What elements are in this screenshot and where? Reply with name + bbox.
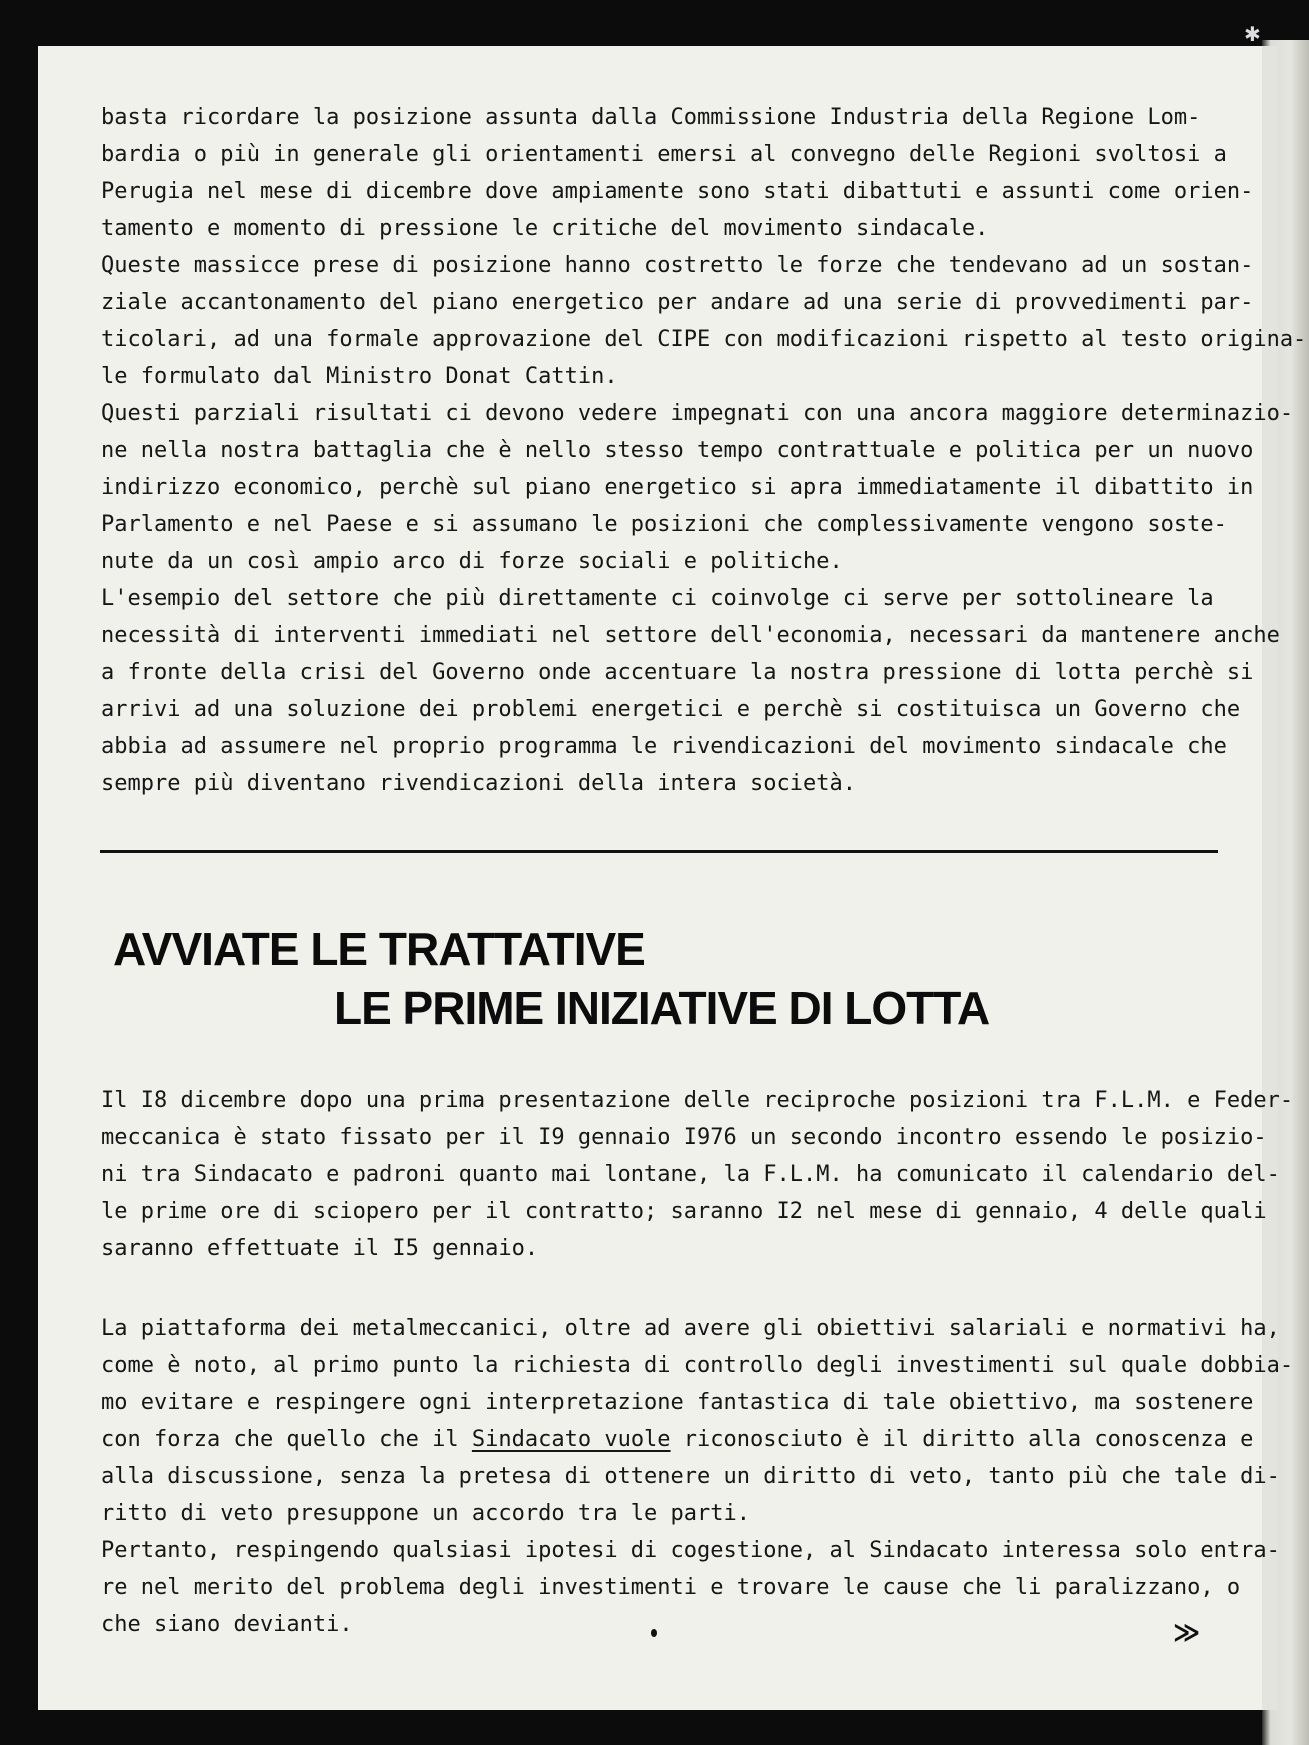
- negotiation-paragraph: [101, 1082, 1293, 1267]
- text-line: ritto di veto presuppone un accordo tra le parti.: [101, 1501, 751, 1526]
- text-line: ziale accantonamento del piano energetico per andare ad una serie di provvedimenti par-: [101, 290, 1254, 315]
- text-line: [101, 1421, 1293, 1458]
- text-segment: con forza che quello che il: [101, 1427, 472, 1452]
- text-line: tamento e momento di pressione le critiche del movimento sindacale.: [101, 216, 989, 241]
- text-line: Parlamento e nel Paese e si assumano le posizioni che complessivamente vengono soste-: [101, 512, 1227, 537]
- text-line: ticolari, ad una formale approvazione del CIPE con modificazioni rispetto al testo origina-: [101, 327, 1307, 352]
- text-segment: riconosciuto è il diritto alla conoscenza e: [670, 1427, 1254, 1452]
- text-line: ni tra Sindacato e padroni quanto mai lontane, la F.L.M. ha comunicato il calendario del-: [101, 1162, 1280, 1187]
- text-line: meccanica è stato fissato per il I9 gennaio I976 un secondo incontro essendo le posizio-: [101, 1125, 1267, 1150]
- center-dot-mark: [651, 1629, 657, 1637]
- text-line: le prime ore di sciopero per il contratto; saranno I2 nel mese di gennaio, 4 delle quali: [101, 1199, 1267, 1224]
- text-line: ne nella nostra battaglia che è nello stesso tempo contrattuale e politica per un nuovo: [101, 438, 1254, 463]
- text-line: mo evitare e respingere ogni interpretazione fantastica di tale obiettivo, ma sostenere: [101, 1390, 1254, 1415]
- text-line: come è noto, al primo punto la richiesta di controllo degli investimenti sul quale dobbia-: [101, 1353, 1294, 1378]
- text-line: Pertanto, respingendo qualsiasi ipotesi di cogestione, al Sindacato interessa solo entra-: [101, 1538, 1280, 1563]
- text-line: a fronte della crisi del Governo onde accentuare la nostra pressione di lotta perchè si: [101, 660, 1254, 685]
- continue-arrow-icon: ≫: [1173, 1618, 1201, 1648]
- text-line: necessità di interventi immediati nel settore dell'economia, necessari da mantenere anche: [101, 623, 1280, 648]
- scan-corner-mark: ✱: [1244, 22, 1261, 46]
- text-line: L'esempio del settore che più direttamente ci coinvolge ci serve per sottolineare la: [101, 586, 1214, 611]
- text-line: nute da un così ampio arco di forze sociali e politiche.: [101, 549, 843, 574]
- text-line: arrivi ad una soluzione dei problemi energetici e perchè si costituisca un Governo che: [101, 697, 1241, 722]
- underlined-phrase: Sindacato vuole: [471, 1427, 671, 1452]
- text-line: Il I8 dicembre dopo una prima presentazione delle reciproche posizioni tra F.L.M. e Feder-: [101, 1088, 1294, 1113]
- text-line: alla discussione, senza la pretesa di ottenere un diritto di veto, tanto più che tale di-: [101, 1464, 1280, 1489]
- text-line: Queste massicce prese di posizione hanno costretto le forze che tendevano ad un sostan-: [101, 253, 1254, 278]
- text-line: basta ricordare la posizione assunta dalla Commissione Industria della Regione Lom-: [101, 105, 1201, 130]
- text-line: che siano devianti.: [101, 1612, 353, 1637]
- text-line: re nel merito del problema degli investimenti e trovare le cause che li paralizzano, o: [101, 1575, 1241, 1600]
- platform-text-block: [101, 1310, 1293, 1643]
- headline-line-2: LE PRIME INIZIATIVE DI LOTTA: [334, 982, 990, 1034]
- text-line: Questi parziali risultati ci devono vedere impegnati con una ancora maggiore determinazio-: [101, 401, 1294, 426]
- text-line: abbia ad assumere nel proprio programma le rivendicazioni del movimento sindacale che: [101, 734, 1227, 759]
- text-line: La piattaforma dei metalmeccanici, oltre ad avere gli obiettivi salariali e normativi ha,: [101, 1316, 1280, 1341]
- section-divider: [100, 850, 1218, 853]
- text-line: le formulato dal Ministro Donat Cattin.: [101, 364, 618, 389]
- text-line: saranno effettuate il I5 gennaio.: [101, 1236, 539, 1261]
- text-line: sempre più diventano rivendicazioni della intera società.: [101, 771, 856, 796]
- upper-text-block: [101, 99, 1306, 802]
- text-line: Perugia nel mese di dicembre dove ampiamente sono stati dibattuti e assunti come orien-: [101, 179, 1254, 204]
- text-line: bardia o più in generale gli orientamenti emersi al convegno delle Regioni svoltosi a: [101, 142, 1227, 167]
- headline-line-1: AVVIATE LE TRATTATIVE: [113, 923, 645, 975]
- text-line: indirizzo economico, perchè sul piano energetico si apra immediatamente il dibattito in: [101, 475, 1254, 500]
